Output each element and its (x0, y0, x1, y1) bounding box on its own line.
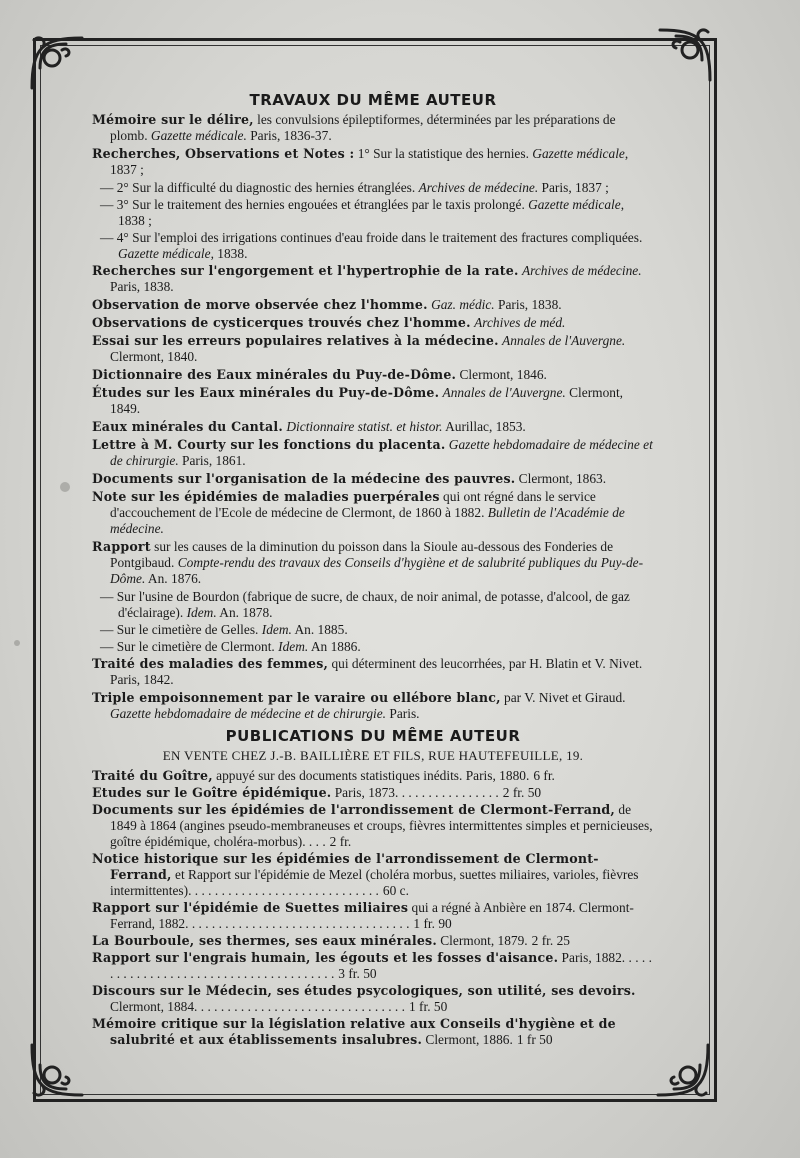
publication-price: 1 fr 50 (516, 1032, 553, 1047)
publication-entry (92, 785, 654, 801)
work-entry (92, 419, 654, 435)
publication-text: qui a régné à Anbière en 1874. Clermont-Ferrand, 1882. . . . . . . . . . . . . . . . . . . . . . . . . . . . . . . . . . (110, 900, 634, 931)
publication-text: de 1849 à 1864 (angines pseudo-membraneuses et croups, fièvres intermittentes simples et pernicieuses, goître épidémique, choléra-morbus). . . . (110, 802, 653, 849)
work-details: An. 1878. (216, 605, 273, 620)
work-journal: Gazette médicale (532, 146, 625, 161)
work-details: Paris, 1837 ; (538, 180, 609, 195)
work-journal: Compte-rendu des travaux des Conseils d'hygiène et de salubrité publiques du Puy-de-Dôme. (110, 555, 644, 586)
work-title: Rapport (92, 539, 151, 554)
work-journal: Annales de l'Auvergne. (502, 333, 626, 348)
work-entry (92, 489, 654, 537)
page-content (92, 92, 654, 1049)
work-journal: Gazette hebdomadaire de médecine et de chirurgie. (110, 437, 653, 468)
work-text: Clermont, 1846. (456, 367, 547, 382)
publication-entry (92, 900, 654, 932)
publication-title: Traité du Goître, (92, 768, 213, 783)
work-text: — Sur l'usine de Bourdon (fabrique de sucre, de chaux, de noir animal, de potasse, d'alcool, de gaz d'éclairage). (100, 589, 630, 620)
work-details: An 1886. (308, 639, 361, 654)
work-journal: Archives de méd. (474, 315, 566, 330)
work-journal: Idem. (186, 605, 217, 620)
publication-entry (92, 1016, 654, 1048)
work-entry (92, 656, 654, 688)
work-title: Dictionnaire des Eaux minérales du Puy-de-Dôme. (92, 367, 457, 382)
work-journal: Gaz. médic. (431, 297, 495, 312)
publication-price: 6 fr. (533, 768, 555, 783)
work-journal: Gazette médicale (528, 197, 621, 212)
publication-text: Clermont, 1879. (436, 933, 528, 948)
publication-text: Clermont, 1884. . . . . . . . . . . . . . . . . . . . . . . . . . . . . . . . (110, 999, 405, 1014)
work-details: An. 1876. (145, 571, 202, 586)
work-title: Recherches, Observations et Notes : (92, 146, 355, 161)
work-journal: Idem. (261, 622, 292, 637)
work-journal: Gazette hebdomadaire de médecine et de chirurgie. (110, 706, 387, 721)
work-journal: Gazette médicale (118, 246, 211, 261)
publication-entry (92, 933, 654, 949)
page-title: TRAVAUX DU MÊME AUTEUR (249, 91, 497, 109)
publications-list (92, 768, 654, 1048)
publications-title: PUBLICATIONS DU MÊME AUTEUR (225, 727, 521, 745)
work-title: Documents sur l'organisation de la médecine des pauvres. (92, 471, 516, 486)
work-details: An. 1885. (291, 622, 348, 637)
work-details: Aurillac, 1853. (442, 419, 526, 434)
work-entry (92, 471, 654, 487)
work-title: Recherches sur l'engorgement et l'hypertrophie de la rate. (92, 263, 519, 278)
work-title: Lettre à M. Courty sur les fonctions du placenta. (92, 437, 446, 452)
publication-entry (92, 802, 654, 850)
work-text: — 4° Sur l'emploi des irrigations continues d'eau froide dans le traitement des fractures compliquées. (100, 230, 643, 245)
work-journal: Bulletin de l'Académie de médecine. (110, 505, 625, 536)
work-journal: Annales de l'Auvergne. (442, 385, 566, 400)
publication-price: 3 fr. 50 (338, 966, 377, 981)
work-title: Observations de cysticerques trouvés chez l'homme. (92, 315, 471, 330)
publication-text: appuyé sur des documents statistiques inédits. Paris, 1880. (212, 768, 530, 783)
publication-text: Paris, 1882. . . . . . . . . . . . . . . . . . . . . . . . . . . . . . . . . . . . . . . (110, 950, 652, 981)
work-title: Triple empoisonnement par le varaire ou ellébore blanc, (92, 690, 501, 705)
work-text: — 3° Sur le traitement des hernies engouées et étranglées par le taxis prolongé. (100, 197, 529, 212)
publication-title: Rapport sur l'épidémie de Suettes miliaires (92, 900, 409, 915)
work-entry (92, 297, 654, 313)
work-entry (92, 690, 654, 722)
work-text: qui ont régné dans le service d'accouchement de l'Ecole de médecine de Clermont, de 1860 à 1882. (110, 489, 596, 520)
ink-spot (60, 482, 70, 492)
work-entry (92, 539, 654, 587)
work-details: Paris. (386, 706, 420, 721)
work-journal: Gazette médicale. (150, 128, 247, 143)
corner-ornament-icon (22, 28, 92, 98)
work-journal: Dictionnaire statist. et histor. (286, 419, 443, 434)
work-entry (92, 263, 654, 295)
publication-price: 60 c. (382, 883, 409, 898)
publication-entry (92, 768, 654, 784)
work-entry (100, 180, 654, 196)
work-entry (92, 112, 654, 144)
publication-entry (92, 983, 654, 1015)
publication-price: 2 fr. 50 (502, 785, 542, 800)
publication-title: Documents sur les épidémies de l'arrondissement de Clermont-Ferrand, (92, 802, 616, 817)
publication-text: Clermont, 1886. (422, 1032, 513, 1047)
publication-title: Notice historique sur les épidémies de l'arrondissement de Clermont-Ferrand, (92, 851, 599, 882)
work-details: Paris, 1838. (110, 279, 174, 294)
work-text: 1° Sur la statistique des hernies. (354, 146, 533, 161)
publication-text: Paris, 1873. . . . . . . . . . . . . . . . (331, 785, 499, 800)
publication-text: et Rapport sur l'épidémie de Mezel (choléra morbus, suettes miliaires, varioles, fièvres intermittentes). . . . . . . . . . . . . . . . . . . . . . . . . . . . . (110, 867, 639, 898)
publication-price: 2 fr. 25 (531, 933, 570, 948)
work-details: , 1838 ; (118, 197, 625, 228)
work-text: les convulsions épileptiformes, déterminées par les préparations de plomb. (110, 112, 616, 143)
work-entry (100, 197, 654, 229)
work-journal: Idem. (278, 639, 309, 654)
publication-price: 1 fr. 90 (413, 916, 452, 931)
work-entry (100, 230, 654, 262)
publication-title: Discours sur le Médecin, ses études psycologiques, son utilité, ses devoirs. (92, 983, 636, 998)
work-journal: Archives de médecine. (418, 180, 539, 195)
publication-entry (92, 950, 654, 982)
work-title: Traité des maladies des femmes, (92, 656, 329, 671)
work-title: Études sur les Eaux minérales du Puy-de-Dôme. (92, 385, 440, 400)
publication-entry (92, 851, 654, 899)
work-entry (100, 589, 654, 621)
work-title: Essai sur les erreurs populaires relatives à la médecine. (92, 333, 499, 348)
work-text: — Sur le cimetière de Gelles. (100, 622, 262, 637)
works-list (92, 112, 654, 722)
work-text: qui déterminent des leucorrhées, par H. Blatin et V. Nivet. Paris, 1842. (110, 656, 643, 687)
work-details: Paris, 1836-37. (246, 128, 332, 143)
publication-price: 1 fr. 50 (408, 999, 448, 1014)
work-entry (100, 639, 654, 655)
publication-title: Mémoire critique sur la législation relative aux Conseils d'hygiène et de salubrité et aux établissements insalubres. (92, 1016, 616, 1047)
work-details: Clermont, 1849. (110, 385, 624, 416)
work-text: par V. Nivet et Giraud. (500, 690, 626, 705)
ink-spot (14, 640, 20, 646)
work-details: Paris, 1861. (178, 453, 246, 468)
work-title: Eaux minérales du Cantal. (92, 419, 283, 434)
work-entry (92, 315, 654, 331)
publisher-line: EN VENTE CHEZ J.-B. BAILLIÈRE ET FILS, RUE HAUTEFEUILLE, 19. (162, 748, 584, 763)
work-title: Note sur les épidémies de maladies puerpérales (92, 489, 440, 504)
publication-price: 2 fr. (329, 834, 352, 849)
work-entry (100, 622, 654, 638)
work-text: sur les causes de la diminution du poisson dans la Sioule au-dessous des Fonderies de Pontgibaud. (110, 539, 614, 570)
work-entry (92, 437, 654, 469)
work-text: — Sur le cimetière de Clermont. (100, 639, 279, 654)
corner-ornament-icon (648, 1035, 718, 1105)
corner-ornament-icon (22, 1035, 92, 1105)
work-entry (92, 385, 654, 417)
work-details: Clermont, 1840. (110, 349, 198, 364)
work-details: Paris, 1838. (494, 297, 562, 312)
work-journal: Archives de médecine. (521, 263, 642, 278)
publication-title: Rapport sur l'engrais humain, les égouts et les fosses d'aisance. (92, 950, 559, 965)
work-text: — 2° Sur la difficulté du diagnostic des hernies étranglées. (100, 180, 419, 195)
work-text: Clermont, 1863. (515, 471, 607, 486)
work-title: Mémoire sur le délire, (92, 112, 254, 127)
publication-title: La Bourboule, ses thermes, ses eaux minérales. (92, 933, 437, 948)
publication-title: Etudes sur le Goître épidémique. (92, 785, 332, 800)
work-entry (92, 146, 654, 178)
work-entry (92, 333, 654, 365)
work-details: , 1838. (210, 246, 248, 261)
work-details: , 1837 ; (110, 146, 629, 177)
work-entry (92, 367, 654, 383)
corner-ornament-icon (650, 20, 720, 90)
work-title: Observation de morve observée chez l'homme. (92, 297, 428, 312)
